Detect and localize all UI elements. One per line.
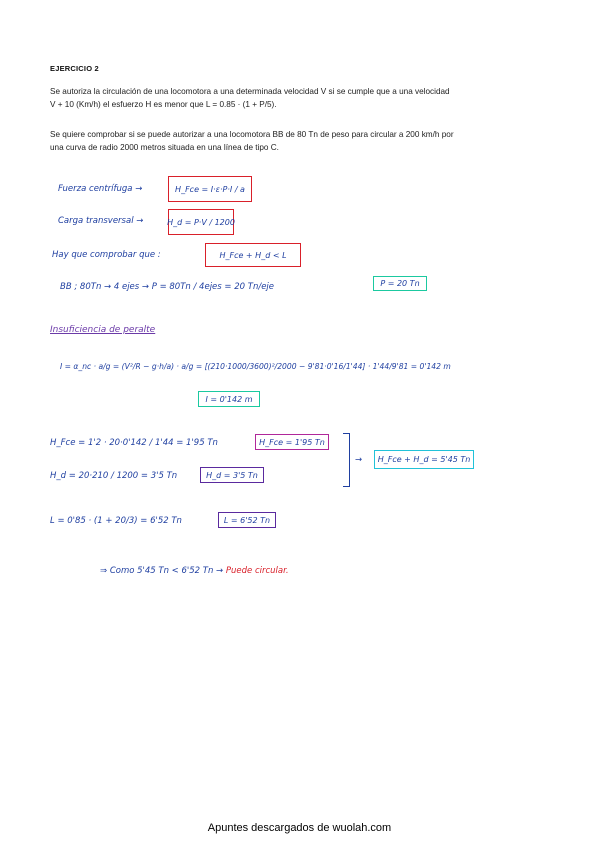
statement-line-3: Se quiere comprobar si se puede autorizar a una locomotora BB de 80 Tn de peso para circular a 200 km/h por bbox=[50, 130, 454, 139]
hd-calculation: H_d = 20·210 / 1200 = 3'5 Tn bbox=[50, 471, 178, 481]
arrow-icon: → bbox=[355, 455, 363, 465]
section-title: Insuficiencia de peralte bbox=[50, 325, 156, 335]
transversal-label: Carga transversal → bbox=[58, 216, 144, 226]
centrifugal-label: Fuerza centrífuga → bbox=[58, 184, 143, 194]
conclusion-result: Puede circular. bbox=[225, 566, 289, 576]
axle-load-box: P = 20 Tn bbox=[373, 276, 427, 291]
hfce-calculation: H_Fce = 1'2 · 20·0'142 / 1'44 = 1'95 Tn bbox=[50, 438, 218, 448]
conclusion-line bbox=[100, 566, 289, 576]
statement-line-2: V + 10 (Km/h) el esfuerzo H es menor que L = 0.85 · (1 + P/5). bbox=[50, 100, 277, 109]
centrifugal-formula-box: H_Fce = I·ε·P·I / a bbox=[168, 176, 252, 202]
check-label: Hay que comprobar que : bbox=[52, 250, 161, 260]
statement-line-1: Se autoriza la circulación de una locomotora a una determinada velocidad V si se cumple que a una velocidad bbox=[50, 87, 450, 96]
cant-deficiency-formula: I = α_nc · a/g = (V²/R − g·h/a) · a/g = [(210·1000/3600)²/2000 − 9'81·0'16/1'44] · 1'44/9'81 = 0'142 m bbox=[60, 362, 451, 371]
check-formula-box: H_Fce + H_d < L bbox=[205, 243, 301, 267]
statement-paragraph-1 bbox=[50, 85, 550, 111]
sum-result-box: H_Fce + H_d = 5'45 Tn bbox=[374, 450, 474, 469]
hfce-result-box: H_Fce = 1'95 Tn bbox=[255, 434, 329, 450]
footer-text: Apuntes descargados de wuolah.com bbox=[207, 822, 392, 834]
statement-line-4: una curva de radio 2000 metros situada en una línea de tipo C. bbox=[50, 143, 279, 152]
bb-axle-load-line: BB ; 80Tn → 4 ejes → P = 80Tn / 4ejes = 20 Tn/eje bbox=[60, 282, 275, 292]
transversal-formula-box: H_d = P·V / 1200 bbox=[168, 209, 234, 235]
l-result-box: L = 6'52 Tn bbox=[218, 512, 276, 528]
sum-bracket bbox=[343, 433, 350, 487]
statement-paragraph-2 bbox=[50, 128, 550, 154]
hd-result-box: H_d = 3'5 Tn bbox=[200, 467, 264, 483]
conclusion-comparison: ⇒ Como 5'45 Tn < 6'52 Tn → bbox=[100, 566, 224, 576]
l-calculation: L = 0'85 · (1 + 20/3) = 6'52 Tn bbox=[50, 516, 182, 526]
exercise-title: EJERCICIO 2 bbox=[50, 64, 99, 73]
cant-deficiency-box: I = 0'142 m bbox=[198, 391, 260, 407]
